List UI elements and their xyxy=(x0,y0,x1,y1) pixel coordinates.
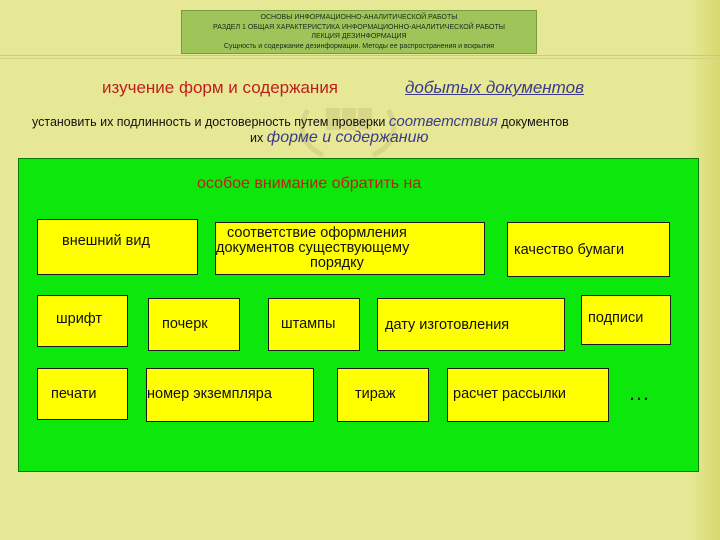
item-label: подписи xyxy=(588,310,644,326)
item-label-line: порядку xyxy=(310,255,364,271)
item-label: почерк xyxy=(162,316,208,332)
item-design-compliance xyxy=(215,222,485,275)
header-line: ЛЕКЦИЯ ДЕЗИНФОРМАЦИЯ xyxy=(311,33,407,41)
item-external-view xyxy=(37,219,198,275)
header-line: РАЗДЕЛ 1 ОБЩАЯ ХАРАКТЕРИСТИКА ИНФОРМАЦИОННО-АНАЛИТИЧЕСКОЙ РАБОТЫ xyxy=(213,23,505,31)
instruction-accent: форме и содержанию xyxy=(266,129,429,146)
more-items-ellipsis: … xyxy=(628,380,652,405)
instruction-line xyxy=(32,113,569,130)
item-stamps xyxy=(268,298,360,351)
instruction-text: документов xyxy=(497,115,569,129)
item-mailing-list xyxy=(447,368,609,422)
item-label: качество бумаги xyxy=(514,242,625,258)
item-label: дату изготовления xyxy=(385,317,510,333)
instruction-line xyxy=(250,129,429,147)
item-signatures xyxy=(581,295,671,345)
item-label: штампы xyxy=(281,316,336,332)
item-handwriting xyxy=(148,298,240,351)
item-seals xyxy=(37,368,128,420)
instruction-accent: соответствия xyxy=(388,113,498,130)
item-date-made xyxy=(377,298,565,351)
item-label: шрифт xyxy=(56,311,103,327)
intro-text: изучение форм и содержания xyxy=(102,78,339,97)
item-circulation xyxy=(337,368,429,422)
item-label-line: документов существующему xyxy=(216,240,410,256)
instruction-text: их xyxy=(250,131,267,145)
item-label: внешний вид xyxy=(62,233,150,249)
item-label: расчет рассылки xyxy=(453,386,566,402)
header-line: Сущность и содержание дезинформации. Методы ее распространения и вскрытия xyxy=(223,42,495,50)
header-line: ОСНОВЫ ИНФОРМАЦИОННО-АНАЛИТИЧЕСКОЙ РАБОТЫ xyxy=(260,14,458,21)
item-label-line: соответствие оформления xyxy=(227,225,407,241)
panel-title: особое внимание обратить на xyxy=(197,175,422,192)
intro-accent: добытых документов xyxy=(405,78,584,97)
item-copy-number xyxy=(146,368,314,422)
item-label: печати xyxy=(51,386,97,402)
divider xyxy=(0,58,720,59)
slide-header xyxy=(181,10,537,54)
instruction-text: установить их подлинность и достоверность путем проверки xyxy=(32,115,389,129)
item-paper-quality xyxy=(507,222,670,277)
divider xyxy=(0,55,720,56)
item-label: номер экземпляра xyxy=(147,386,272,402)
item-label: тираж xyxy=(355,386,396,402)
item-font xyxy=(37,295,128,347)
